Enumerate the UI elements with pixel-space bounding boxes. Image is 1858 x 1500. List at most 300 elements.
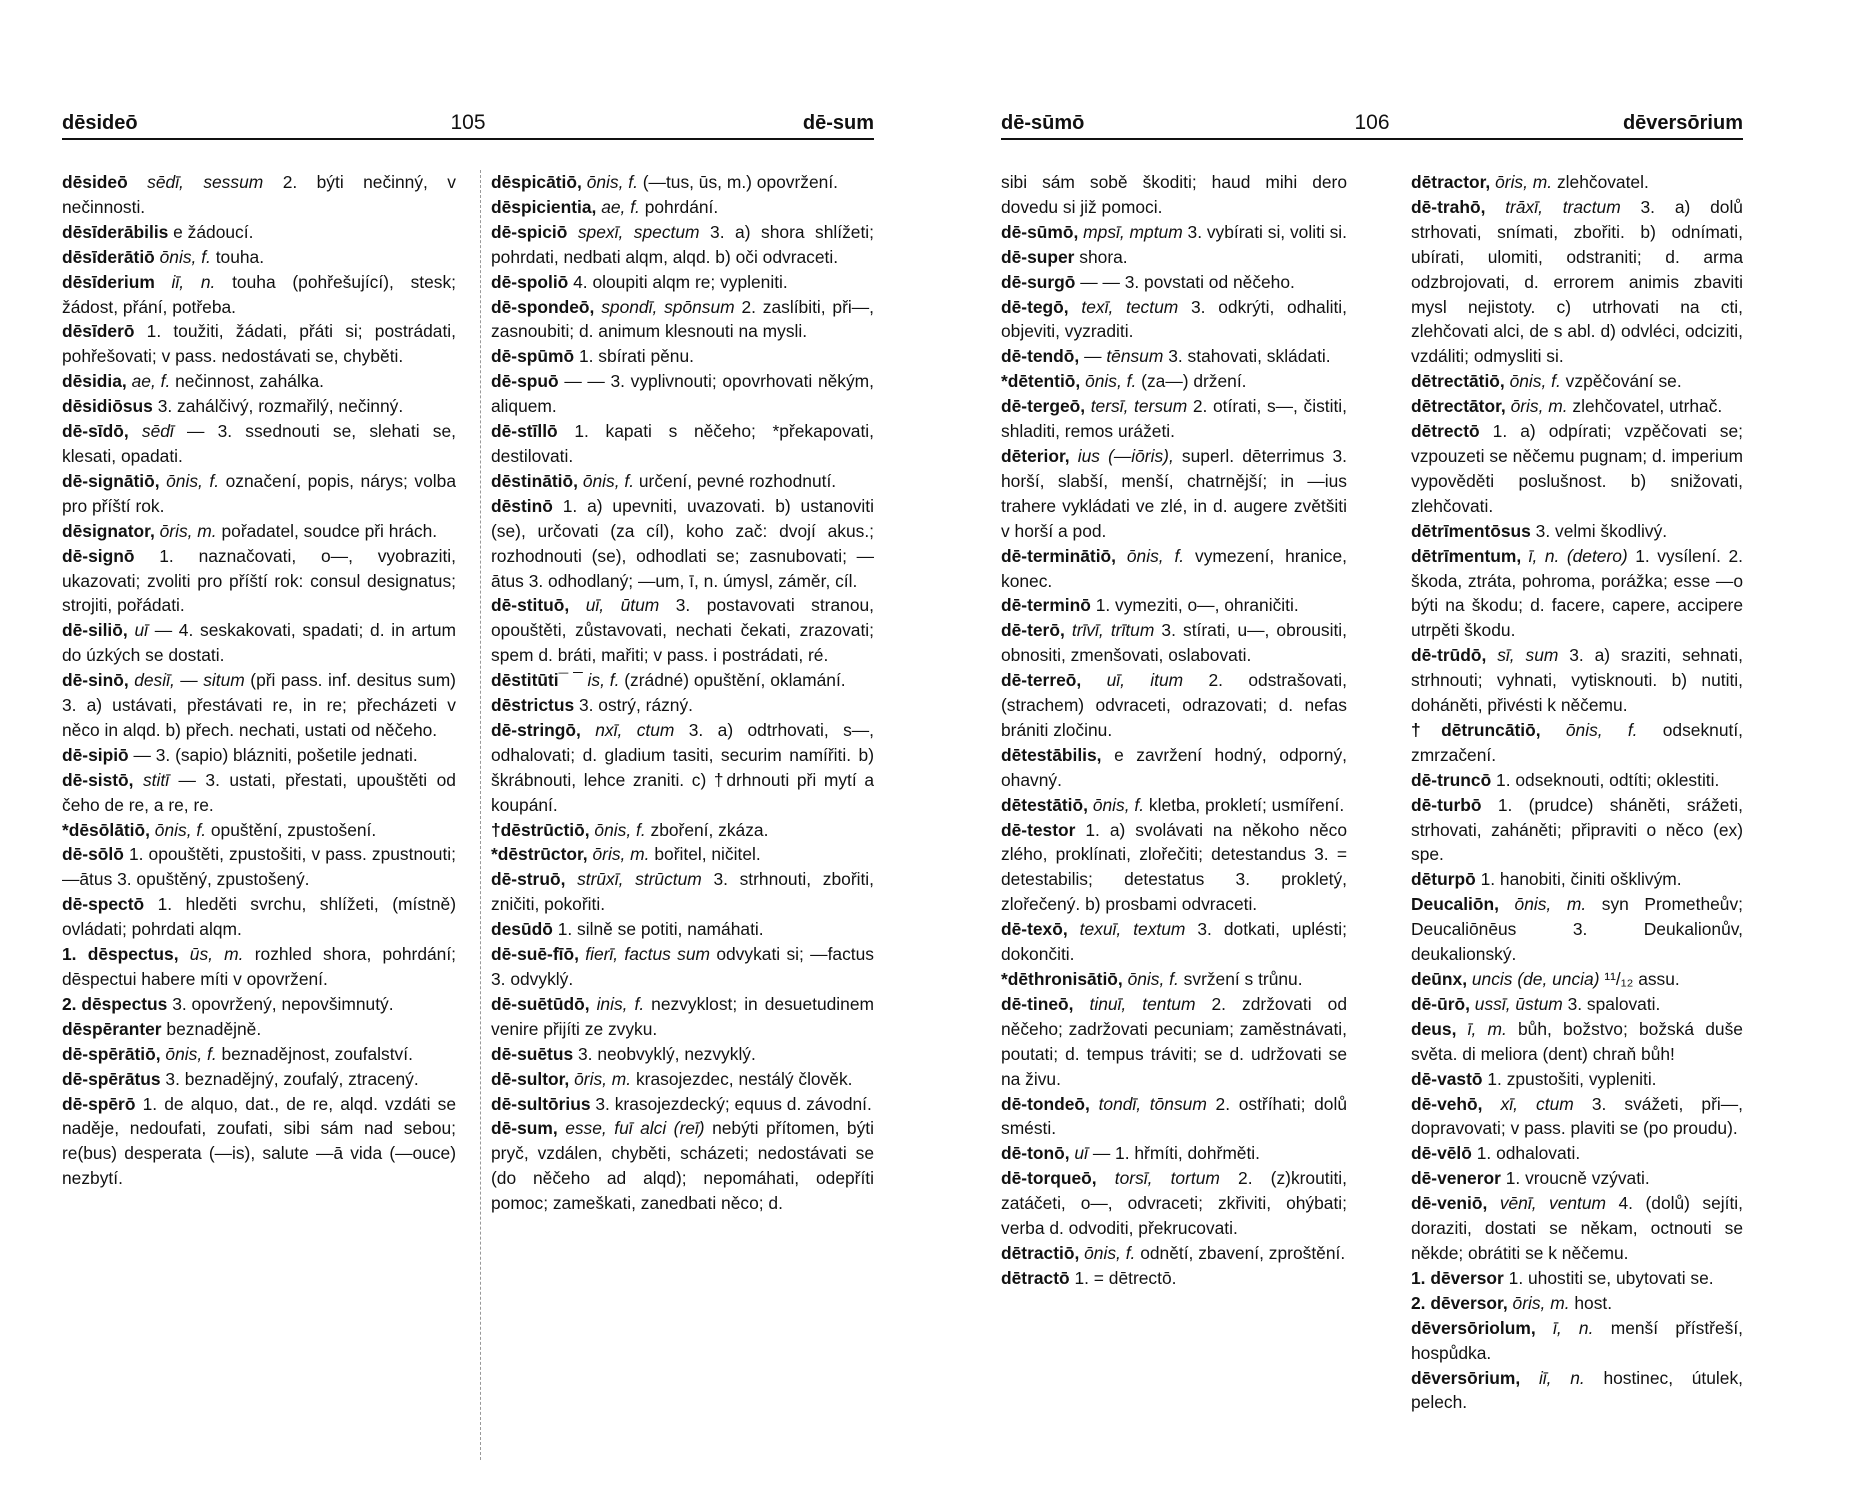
entry-headword: dē-veniō, xyxy=(1411,1193,1488,1214)
entry-headword: dē-tergeō, xyxy=(1001,396,1086,417)
entry-headword: dētrectātiō, xyxy=(1411,371,1505,392)
entry-headword: dē-ūrō, xyxy=(1411,993,1470,1014)
entry-headword: dē-spectō xyxy=(62,894,145,915)
dictionary-entry xyxy=(491,842,874,867)
dictionary-entry xyxy=(1411,768,1743,793)
dictionary-entry xyxy=(1411,1067,1743,1092)
entry-definition: — 3. (sapio) blázniti, pošetile jednati. xyxy=(133,744,418,765)
entry-headword: dē-sinō, xyxy=(62,670,129,691)
dictionary-entry xyxy=(491,220,874,270)
entry-headword: deus, xyxy=(1411,1018,1457,1039)
entry-headword: dētractiō, xyxy=(1001,1242,1080,1263)
entry-definition: 3. vybírati si, voliti si. xyxy=(1187,221,1347,242)
entry-headword: dētrīmentum, xyxy=(1411,545,1522,566)
dictionary-entry xyxy=(1411,1266,1743,1291)
entry-grammar: uī, itum xyxy=(1106,670,1184,691)
entry-definition: 1. odhalovati. xyxy=(1476,1143,1581,1164)
dictionary-entry xyxy=(1411,170,1743,195)
entry-headword: dētractō xyxy=(1001,1267,1070,1288)
entry-definition: 2. otírati, s—, čistiti, shladiti, remos urážeti. xyxy=(1001,396,1347,442)
entry-headword: *dēthronisātiō, xyxy=(1001,969,1123,989)
entry-headword: dē-suē-fīō, xyxy=(491,944,579,965)
entry-grammar: fierī, factus sum xyxy=(585,944,711,965)
entry-headword: dēversōriolum, xyxy=(1411,1317,1536,1338)
entry-grammar: inis, f. xyxy=(596,993,645,1014)
entry-definition: 3. neobvyklý, nezvyklý. xyxy=(577,1043,756,1064)
entry-headword: dē-veneror xyxy=(1411,1168,1501,1189)
dictionary-entry xyxy=(1001,369,1347,394)
entry-headword: dē-spiciō xyxy=(491,221,568,242)
entry-headword: *dēsōlātiō, xyxy=(62,819,150,840)
entry-definition: nečinnost, zahálka. xyxy=(175,371,325,392)
entry-definition: — 4. seskakovati, spadati; d. in artum do úzkých se dostati. xyxy=(62,620,456,666)
entry-definition: 1. naznačovati, o—, vyobraziti, ukazovati; zvoliti pro příští rok: consul designatus; strojiti, pořádati. xyxy=(62,545,456,616)
entry-definition: touha. xyxy=(215,246,265,267)
entry-headword: dē-suētūdō, xyxy=(491,993,590,1014)
page-number: 105 xyxy=(450,111,486,134)
entry-headword: dēsīderium xyxy=(62,271,155,292)
entry-definition: 4. oloupiti alqm re; vypleniti. xyxy=(573,271,788,292)
dictionary-entry xyxy=(491,1067,874,1092)
entry-definition: 1. vroucně vzývati. xyxy=(1505,1168,1650,1189)
dictionary-entry xyxy=(1001,394,1347,444)
dictionary-entry xyxy=(62,668,456,743)
entry-headword: dē-terminātiō, xyxy=(1001,545,1116,566)
entry-definition: (—tus, ūs, m.) opovržení. xyxy=(642,172,838,192)
entry-headword: dētrīmentōsus xyxy=(1411,520,1531,541)
dictionary-entry xyxy=(1411,544,1743,644)
entry-grammar: ōnis, f. xyxy=(582,470,635,491)
entry-definition: 1. uhostiti se, ubytovati se. xyxy=(1508,1267,1714,1288)
entry-headword: dēspicātiō, xyxy=(491,172,582,192)
entry-grammar: ī, m. xyxy=(1467,1018,1507,1039)
dictionary-entry xyxy=(1411,1316,1743,1366)
dictionary-entry xyxy=(1001,793,1347,818)
entry-grammar: spondī, spōnsum xyxy=(601,296,735,317)
dictionary-entry xyxy=(62,1017,456,1042)
dictionary-entry xyxy=(62,170,456,220)
entry-grammar: ōris, m. xyxy=(1495,172,1553,192)
entry-definition: ¹¹/₁₂ assu. xyxy=(1604,969,1680,989)
entry-headword: dē-trūdō, xyxy=(1411,645,1487,666)
entry-definition: 2. (z)kroutiti, zatáčeti, o—, odvraceti; zkřiviti, ohýbati; verba d. odvoditi, překrucovati. xyxy=(1001,1168,1347,1239)
dictionary-entry xyxy=(1001,618,1347,668)
entry-definition: 2. odstrašovati, (strachem) odvraceti, odrazovati; d. nefas brániti zločinu. xyxy=(1001,670,1347,740)
dictionary-entry xyxy=(62,743,456,768)
entry-headword: dē-spondeō, xyxy=(491,296,595,317)
entry-headword: dē-signātiō, xyxy=(62,470,160,491)
entry-headword: dē-spūmō xyxy=(491,346,575,367)
entry-headword: dēstrictus xyxy=(491,695,575,716)
entry-definition: odseknutí, zmrzačení. xyxy=(1411,719,1743,765)
entry-definition: 3. strhnouti, zbořiti, zničiti, pokořiti. xyxy=(491,869,874,915)
dictionary-entry xyxy=(62,369,456,394)
entry-definition: 1. de alquo, dat., de re, alqd. vzdáti se naděje, nedoufati, zoufati, sibi sám nad sebou; re(bus) desperata (—is), salute —ā vida (—ouce) nezbytí. xyxy=(62,1093,456,1189)
entry-definition: 1. = dētrectō. xyxy=(1074,1267,1177,1288)
dictionary-entry xyxy=(1411,1092,1743,1142)
entry-definition: 1. sbírati pěnu. xyxy=(578,346,694,367)
entry-headword: dēsideō xyxy=(62,172,128,192)
entry-headword: dē-tondeō, xyxy=(1001,1093,1090,1114)
entry-definition: touha (pohřešující), stesk; žádost, přání, potřeba. xyxy=(62,271,456,317)
entry-definition: 1. kapati s něčeho; *překapovati, destilovati. xyxy=(491,421,874,466)
entry-definition: — — 3. povstati od něčeho. xyxy=(1080,271,1295,292)
entry-headword: dē-tendō, xyxy=(1001,346,1080,367)
entry-headword: dē-tonō, xyxy=(1001,1143,1070,1164)
entry-headword: dē-spoliō xyxy=(491,271,569,292)
entry-grammar: ōris, m. xyxy=(1510,396,1568,417)
entry-definition: 1. vysílení. 2. škoda, ztráta, pohroma, porážka; esse —o býti na škodu; d. facere, capere, accipere utrpěti škodu. xyxy=(1411,545,1743,641)
dictionary-entry xyxy=(491,917,874,942)
entry-definition: 3. svážeti, při—, dopravovati; v pass. plaviti se (po proudu). xyxy=(1411,1093,1743,1139)
entry-grammar: tinuī, tentum xyxy=(1089,993,1196,1014)
page-number: 106 xyxy=(1354,111,1390,134)
entry-definition: beznadějnost, zoufalství. xyxy=(221,1043,413,1064)
entry-grammar: torsī, tortum xyxy=(1114,1168,1220,1189)
dictionary-entry xyxy=(491,419,874,469)
dictionary-entry xyxy=(62,419,456,469)
entry-grammar: ōnis, f. xyxy=(159,246,211,267)
dictionary-entry xyxy=(491,1042,874,1067)
entry-definition: beznadějně. xyxy=(166,1018,262,1039)
entry-definition: bůh, božstvo; božská duše světa. di meliora (dent) chraň bůh! xyxy=(1411,1018,1743,1064)
dictionary-entry xyxy=(1411,643,1743,718)
entry-definition: e zavržení hodný, odporný, ohavný. xyxy=(1001,744,1347,790)
entry-headword: †dēstrūctiō, xyxy=(491,819,590,840)
entry-grammar: sī, sum xyxy=(1497,645,1559,666)
dictionary-entry xyxy=(62,942,456,992)
entry-definition: 1. a) odpírati; vzpěčovati se; vzpouzeti se něčemu pugnam; d. imperium vypověděti poslušnost. b) snižovati, zlehčovati. xyxy=(1411,421,1743,516)
entry-headword: dē-sipiō xyxy=(62,744,129,765)
entry-grammar: tersī, tersum xyxy=(1090,396,1188,417)
dictionary-entry xyxy=(1411,1166,1743,1191)
entry-grammar: ōris, m. xyxy=(159,520,217,541)
dictionary-entry xyxy=(1001,1266,1347,1291)
dictionary-entry xyxy=(491,718,874,818)
entry-headword: *dētentiō, xyxy=(1001,371,1081,392)
entry-definition: — 3. ssednouti se, slehati se, klesati, opadati. xyxy=(62,421,456,466)
entry-definition: host. xyxy=(1574,1292,1613,1313)
entry-headword: dē-terreō, xyxy=(1001,670,1082,691)
entry-definition: 1. odseknouti, odtíti; oklestiti. xyxy=(1496,769,1720,790)
entry-grammar: iī, n. xyxy=(1538,1367,1585,1388)
entry-headword: dēspicientia, xyxy=(491,196,597,217)
entry-definition: 1. hleděti svrchu, shlížeti, (místně) ovládati; pohrdati alqm. xyxy=(62,894,456,940)
entry-grammar: spexī, spectum xyxy=(577,221,700,242)
entry-definition: rozhled shora, pohrdání; dēspectui habere míti v opovržení. xyxy=(62,944,456,989)
header-guide-word-right: dēversōrium xyxy=(1622,112,1743,134)
entry-headword: dētractor, xyxy=(1411,172,1491,192)
entry-definition: odnětí, zbavení, zproštění. xyxy=(1140,1242,1346,1263)
entry-definition: vymezení, hranice, konec. xyxy=(1001,545,1347,591)
dictionary-entry xyxy=(1411,1366,1743,1416)
dictionary-entry xyxy=(1001,245,1347,270)
dictionary-entry xyxy=(491,693,874,718)
entry-headword: dē-spērātiō, xyxy=(62,1043,161,1064)
entry-definition: svržení s trůnu. xyxy=(1183,969,1303,989)
dictionary-entry xyxy=(62,245,456,270)
entry-definition: 1. zpustošiti, vypleniti. xyxy=(1487,1068,1657,1089)
entry-definition: zlehčovatel. xyxy=(1556,172,1649,192)
dictionary-entry xyxy=(491,942,874,992)
entry-grammar: uī xyxy=(1074,1143,1088,1164)
page-header xyxy=(62,108,874,140)
entry-definition: pohrdání. xyxy=(644,196,719,217)
entry-headword: dē-sum, xyxy=(491,1118,558,1139)
entry-headword: dē-terō, xyxy=(1001,620,1065,641)
dictionary-entry xyxy=(1001,1092,1347,1142)
dictionary-entry xyxy=(1001,1241,1347,1266)
entry-definition: (při pass. inf. desitus sum) 3. a) ustávati, přestávati re, in re; přecházeti v něco in alqd. b) přech. nechati, ustati od něčeho. xyxy=(62,670,456,740)
entry-definition: 3. krasojezdecký; equus d. závodní. xyxy=(595,1093,872,1114)
entry-grammar: ae, f. xyxy=(601,196,640,217)
entry-definition: označení, popis, nárys; volba pro příští rok. xyxy=(62,470,456,516)
entry-definition: 1. a) svolávati na někoho něco zlého, proklínati, zlořečiti; detestandus 3. = detestabilis; detestatus 3. prokletý, zlořečený. b) prosbami odvraceti. xyxy=(1001,819,1347,915)
dictionary-entry xyxy=(1001,992,1347,1092)
dictionary-entry xyxy=(62,892,456,942)
entry-definition: sibi sám sobě škoditi; haud mihi dero dovedu si již pomoci. xyxy=(1001,172,1347,217)
dictionary-entry xyxy=(1001,1141,1347,1166)
entry-grammar: ōnis, f. xyxy=(1126,545,1185,566)
entry-headword: dē-super xyxy=(1001,246,1075,267)
entry-definition: (zrádné) opuštění, oklamání. xyxy=(624,670,846,691)
entry-grammar: uī xyxy=(134,620,148,641)
entry-definition: určení, pevné rozhodnutí. xyxy=(638,470,837,491)
dictionary-entry xyxy=(1001,220,1347,245)
entry-definition: 3. ostrý, rázný. xyxy=(578,695,694,716)
entry-headword: dē-sūmō, xyxy=(1001,221,1079,242)
entry-definition: kletba, prokletí; usmíření. xyxy=(1148,794,1345,815)
entry-headword: dē-vastō xyxy=(1411,1068,1483,1089)
dictionary-column xyxy=(480,170,874,1460)
entry-grammar: nxī, ctum xyxy=(595,719,675,740)
entry-grammar: vēnī, ventum xyxy=(1499,1193,1607,1214)
entry-definition: opuštění, zpustošení. xyxy=(210,819,377,840)
dictionary-entry xyxy=(491,369,874,419)
entry-definition: bořitel, ničitel. xyxy=(654,844,761,865)
entry-definition: krasojezdec, nestálý člověk. xyxy=(635,1068,853,1089)
dictionary-entry xyxy=(491,344,874,369)
entry-headword: desūdō xyxy=(491,919,553,940)
entry-definition: 3. stírati, u—, obrousiti, obnositi, zmenšovati, oslabovati. xyxy=(1001,620,1347,666)
dictionary-entry xyxy=(1001,544,1347,594)
entry-definition: — 3. ustati, přestati, upouštěti od čeho de re, a re, re. xyxy=(62,769,456,815)
entry-headword: dēterior, xyxy=(1001,445,1070,466)
entry-definition: 1. toužiti, žádati, přáti si; postrádati, pohřešovati; v pass. nedostávati se, chyběti. xyxy=(62,321,456,367)
dictionary-entry xyxy=(62,270,456,320)
entry-headword: dē-sōlō xyxy=(62,844,124,865)
entry-headword: dē-spērātus xyxy=(62,1068,161,1089)
dictionary-entry xyxy=(1001,743,1347,793)
dictionary-entry xyxy=(491,867,874,917)
dictionary-entry xyxy=(491,270,874,295)
entry-headword: dēstinātiō, xyxy=(491,470,578,491)
entry-headword: dē-terminō xyxy=(1001,595,1091,616)
dictionary-entry xyxy=(1001,593,1347,618)
entry-definition: 2. ostříhati; dolů smésti. xyxy=(1001,1093,1347,1139)
entry-grammar: ōris, m. xyxy=(1512,1292,1570,1313)
dictionary-entry xyxy=(1411,793,1743,868)
entry-headword: dē-sistō, xyxy=(62,769,134,790)
header-guide-word-right: dē-sum xyxy=(802,112,874,134)
entry-definition: 3. a) odtrhovati, s—, odhalovati; d. gladium tasiti, securim namířiti. b) škrábnouti, lehce zraniti. c) †drhnouti při mytí a koupání. xyxy=(491,719,874,815)
entry-definition: 3. dotkati, uplésti; dokončiti. xyxy=(1001,919,1347,965)
entry-grammar: ōnis, m. xyxy=(1514,894,1587,915)
dictionary-entry xyxy=(491,494,874,594)
header-guide-word-left: dē-sūmō xyxy=(1001,112,1085,134)
entry-grammar: ōris, m. xyxy=(592,844,650,865)
entry-definition: nezvyklost; in desuetudinem venire přijíti ze zvyku. xyxy=(491,993,874,1039)
dictionary-entry xyxy=(491,668,874,693)
entry-headword: dēversōrium, xyxy=(1411,1367,1521,1388)
dictionary-entry xyxy=(1001,170,1347,220)
dictionary-entry xyxy=(1001,444,1347,544)
dictionary-entry xyxy=(491,469,874,494)
entry-definition: menší přístřeší, hospůdka. xyxy=(1411,1317,1743,1363)
dictionary-entry xyxy=(491,1092,874,1117)
dictionary-entry xyxy=(1411,1017,1743,1067)
entry-headword: †dētruncātiō, xyxy=(1411,719,1541,740)
dictionary-entry xyxy=(1001,967,1347,992)
dictionary-entry xyxy=(62,1042,456,1067)
entry-grammar: ōnis, f. xyxy=(594,819,646,840)
entry-headword: dēsīderābilis xyxy=(62,221,169,242)
entry-grammar: uī, ūtum xyxy=(585,595,660,616)
entry-definition: vzpěčování se. xyxy=(1565,371,1682,392)
entry-grammar: sēdī xyxy=(141,421,174,442)
entry-grammar: iī, n. xyxy=(171,271,216,292)
dictionary-entry xyxy=(491,593,874,668)
entry-headword: dēsignator, xyxy=(62,520,155,541)
entry-definition: 2. zdržovati od něčeho; zadržovati pecuniam; zaměstnávati, poutati; d. tempus tráviti; se d. udržovati se na živu. xyxy=(1001,993,1347,1089)
entry-grammar: ¯ is, f. xyxy=(573,670,620,691)
entry-headword: dē-testor xyxy=(1001,819,1076,840)
entry-grammar: uncis (de, uncia) xyxy=(1471,969,1600,989)
entry-headword: dē-trahō, xyxy=(1411,196,1486,217)
dictionary-entry xyxy=(1411,394,1743,419)
entry-definition: 1. a) upevniti, uvazovati. b) ustanoviti (se), určovati (za cíl), koho zač: dvojí akus.; rozhodnouti (se), odhodlati se; zasnubovati; —ātus 3. odhodlaný; —um, ī, n. úmysl, záměr, cíl. xyxy=(491,495,874,591)
entry-grammar: ōnis, f. xyxy=(1509,371,1561,392)
dictionary-entry xyxy=(1001,917,1347,967)
entry-grammar: sēdī, sessum xyxy=(147,172,264,192)
entry-definition: superl. dēterrimus 3. horší, slabší, menší, chatrnější; in —ius trahere vykládati ve zlé, in d. augere zvětšiti v horší a pod. xyxy=(1001,445,1347,541)
entry-grammar: esse, fuī alci (reī) xyxy=(565,1118,705,1139)
entry-grammar: ōnis, f. xyxy=(1565,719,1638,740)
dictionary-entry xyxy=(1001,344,1347,369)
entry-definition: 3. velmi škodlivý. xyxy=(1535,520,1668,541)
entry-headword: dē-spērō xyxy=(62,1093,136,1114)
entry-grammar: ōnis, f. xyxy=(1092,794,1145,815)
entry-headword: dē-sultōrius xyxy=(491,1093,591,1114)
entry-headword: dē-turbō xyxy=(1411,794,1482,815)
entry-definition: nebýti přítomen, býti pryč, vzdálen, chyběti, scházeti; nedostávati se (do něčeho ad alqd); nepomáhati, odepříti pomoc; zameškati, zanedbati něco; d. xyxy=(491,1118,874,1214)
entry-definition: 3. beznadějný, zoufalý, ztracený. xyxy=(165,1068,419,1089)
entry-definition: 3. odkrýti, odhaliti, objeviti, vyzraditi. xyxy=(1001,296,1347,342)
entry-grammar: ōris, m. xyxy=(574,1068,632,1089)
entry-headword: dē-surgō xyxy=(1001,271,1076,292)
dictionary-entry xyxy=(62,842,456,892)
entry-definition: odvykati si; —factus 3. odvyklý. xyxy=(491,944,874,989)
entry-headword: dē-vēlō xyxy=(1411,1143,1472,1164)
dictionary-entry xyxy=(1001,295,1347,345)
entry-grammar: tondī, tōnsum xyxy=(1098,1093,1207,1114)
entry-grammar: ius (—iōris), xyxy=(1077,445,1174,466)
dictionary-entry xyxy=(491,818,874,843)
entry-headword: dē-suētus xyxy=(491,1043,574,1064)
entry-definition: pořadatel, soudce při hrách. xyxy=(221,520,438,541)
dictionary-entry xyxy=(62,469,456,519)
entry-definition: 1. opouštěti, zpustošiti, v pass. zpustnouti; —ātus 3. opuštěný, zpustošený. xyxy=(62,844,456,890)
entry-definition: (za—) držení. xyxy=(1141,371,1247,392)
entry-headword: 2. dēspectus xyxy=(62,993,168,1014)
entry-grammar: ae, f. xyxy=(131,371,171,392)
entry-headword: dētrectātor, xyxy=(1411,396,1506,417)
dictionary-entry xyxy=(491,1116,874,1216)
entry-definition: 1. (prudce) sháněti, srážeti, strhovati, zaháněti; připraviti o něco (ex) spe. xyxy=(1411,794,1743,865)
entry-grammar: texī, tectum xyxy=(1081,296,1179,317)
entry-definition: 4. (dolů) sejíti, doraziti, dostati se někam, octnouti se někde; obrátiti se k něčemu. xyxy=(1411,1193,1743,1263)
dictionary-entry xyxy=(1411,892,1743,967)
dictionary-entry xyxy=(1411,369,1743,394)
entry-headword: dē-signō xyxy=(62,545,135,566)
entry-headword: dē-struō, xyxy=(491,869,566,890)
entry-headword: dēstinō xyxy=(491,495,553,516)
header-guide-word-left: dēsideō xyxy=(62,112,138,134)
entry-headword: dētestābilis, xyxy=(1001,744,1102,765)
dictionary-column xyxy=(1001,170,1347,1460)
entry-headword: dē-stituō, xyxy=(491,595,570,616)
dictionary-entry xyxy=(62,519,456,544)
entry-grammar: — tēnsum xyxy=(1084,346,1164,367)
entry-headword: *dēstrūctor, xyxy=(491,844,588,865)
entry-grammar: ī, n. xyxy=(1552,1317,1594,1338)
dictionary-entry xyxy=(1001,818,1347,918)
entry-grammar: desiī, — situm xyxy=(134,670,245,691)
entry-grammar: mpsī, mptum xyxy=(1083,221,1183,242)
dictionary-entry xyxy=(1411,519,1743,544)
entry-grammar: ī, n. (detero) xyxy=(1528,545,1628,566)
entry-definition: 3. a) shora shlížeti; pohrdati, nedbati alqm, alqd. b) oči odvraceti. xyxy=(491,221,874,267)
entry-grammar: ōnis, f. xyxy=(166,470,220,491)
entry-grammar: trāxī, tractum xyxy=(1505,196,1621,217)
entry-definition: 3. opovržený, nepovšimnutý. xyxy=(172,993,394,1014)
entry-grammar: texuī, textum xyxy=(1079,919,1186,940)
entry-headword: dē-stīllō xyxy=(491,421,558,442)
entry-grammar: stitī xyxy=(142,769,170,790)
entry-definition: 3. a) sraziti, sehnati, strhnouti; vyhnati, vytisknouti. b) nutiti, doháněti, přivésti k něčemu. xyxy=(1411,645,1743,716)
entry-definition: — — 3. vyplivnouti; opovrhovati někým, aliquem. xyxy=(491,371,874,417)
entry-grammar: ōnis, f. xyxy=(154,819,207,840)
entry-headword: 1. dēspectus, xyxy=(62,944,179,965)
entry-definition: 1. vymeziti, o—, ohraničiti. xyxy=(1095,595,1299,616)
entry-grammar: ūs, m. xyxy=(189,944,244,965)
entry-grammar: strūxī, strūctum xyxy=(577,869,702,890)
right-page xyxy=(929,0,1858,1500)
entry-grammar: ōnis, f. xyxy=(1127,969,1179,989)
entry-definition: 1. hanobiti, činiti ošklivým. xyxy=(1480,869,1682,890)
dictionary-entry xyxy=(1411,1191,1743,1266)
page-header xyxy=(1001,108,1743,140)
entry-definition: 2. býti nečinný, v nečinnosti. xyxy=(62,172,456,217)
dictionary-entry xyxy=(62,768,456,818)
dictionary-entry xyxy=(62,1092,456,1192)
dictionary-entry xyxy=(62,394,456,419)
entry-headword: dēsidiōsus xyxy=(62,396,153,417)
entry-definition: 2. zaslíbiti, při—, zasnoubiti; d. animum klesnouti na mysli. xyxy=(491,296,874,342)
entry-headword: dēsidia, xyxy=(62,371,127,392)
entry-headword: dēsīderātiō xyxy=(62,246,155,267)
entry-headword: deūnx, xyxy=(1411,969,1468,989)
